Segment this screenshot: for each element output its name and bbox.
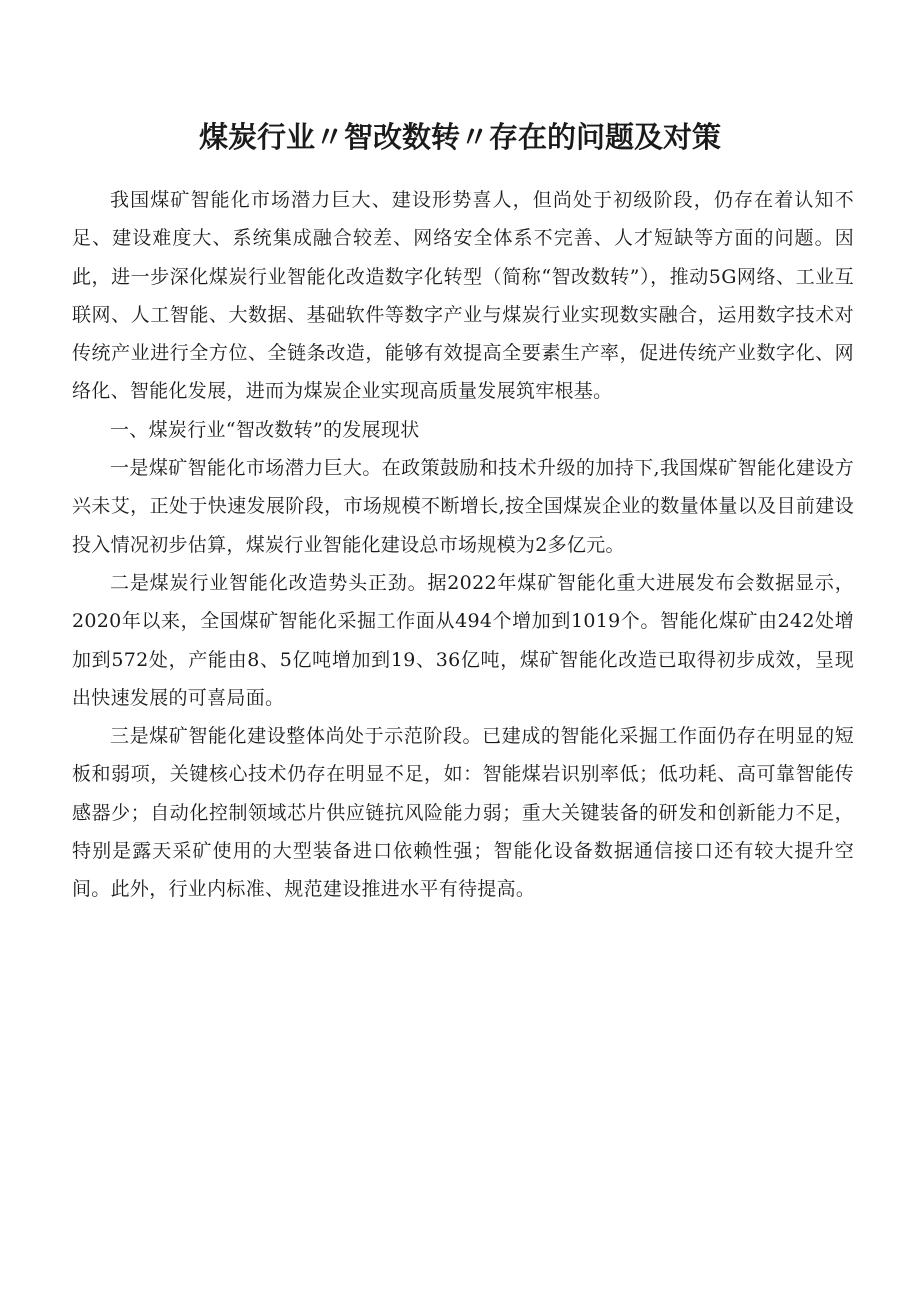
document-title: 煤炭行业〃智改数转〃存在的问题及对策	[198, 120, 721, 154]
paragraph-intro: 我国煤矿智能化市场潜力巨大、建设形势喜人，但尚处于初级阶段，仍存在着认知不足、建设难度大、系统集成融合较差、网络安全体系不完善、人才短缺等方面的问题。因此，进一步深化煤炭行业智能化改造数字化转型（简称“智改数转”），推动5G网络、工业互联网、人工智能、大数据、基础软件等数字产业与煤炭行业实现数实融合，运用数字技术对传统产业进行全方位、全链条改造，能够有效提高全要素生产率，促进传统产业数字化、网络化、智能化发展，进而为煤炭企业实现高质量发展筑牢根基。	[72, 189, 854, 403]
paragraph-point-three: 三是煤矿智能化建设整体尚处于示范阶段。已建成的智能化采掘工作面仍存在明显的短板和弱项，关键核心技术仍存在明显不足，如：智能煤岩识别率低；低功耗、高可靠智能传感器少；自动化控制领域芯片供应链抗风险能力弱；重大关键装备的研发和创新能力不足，特别是露天采矿使用的大型装备进口依赖性强；智能化设备数据通信接口还有较大提升空间。此外，行业内标准、规范建设推进水平有待提高。	[72, 725, 854, 901]
paragraph-point-one: 一是煤矿智能化市场潜力巨大。在政策鼓励和技术升级的加持下,我国煤矿智能化建设方兴未艾，正处于快速发展阶段，市场规模不断增长,按全国煤炭企业的数量体量以及目前建设投入情况初步估算，煤炭行业智能化建设总市场规模为2多亿元。	[72, 457, 854, 556]
document-body	[72, 181, 854, 909]
section-heading: 一、煤炭行业“智改数转”的发展现状	[110, 418, 420, 441]
paragraph-point-two: 二是煤炭行业智能化改造势头正劲。据2022年煤矿智能化重大进展发布会数据显示，2020年以来，全国煤矿智能化采掘工作面从494个增加到1019个。智能化煤矿由242处增加到572处，产能由8、5亿吨增加到19、36亿吨，煤矿智能化改造已取得初步成效，呈现出快速发展的可喜局面。	[72, 571, 854, 709]
